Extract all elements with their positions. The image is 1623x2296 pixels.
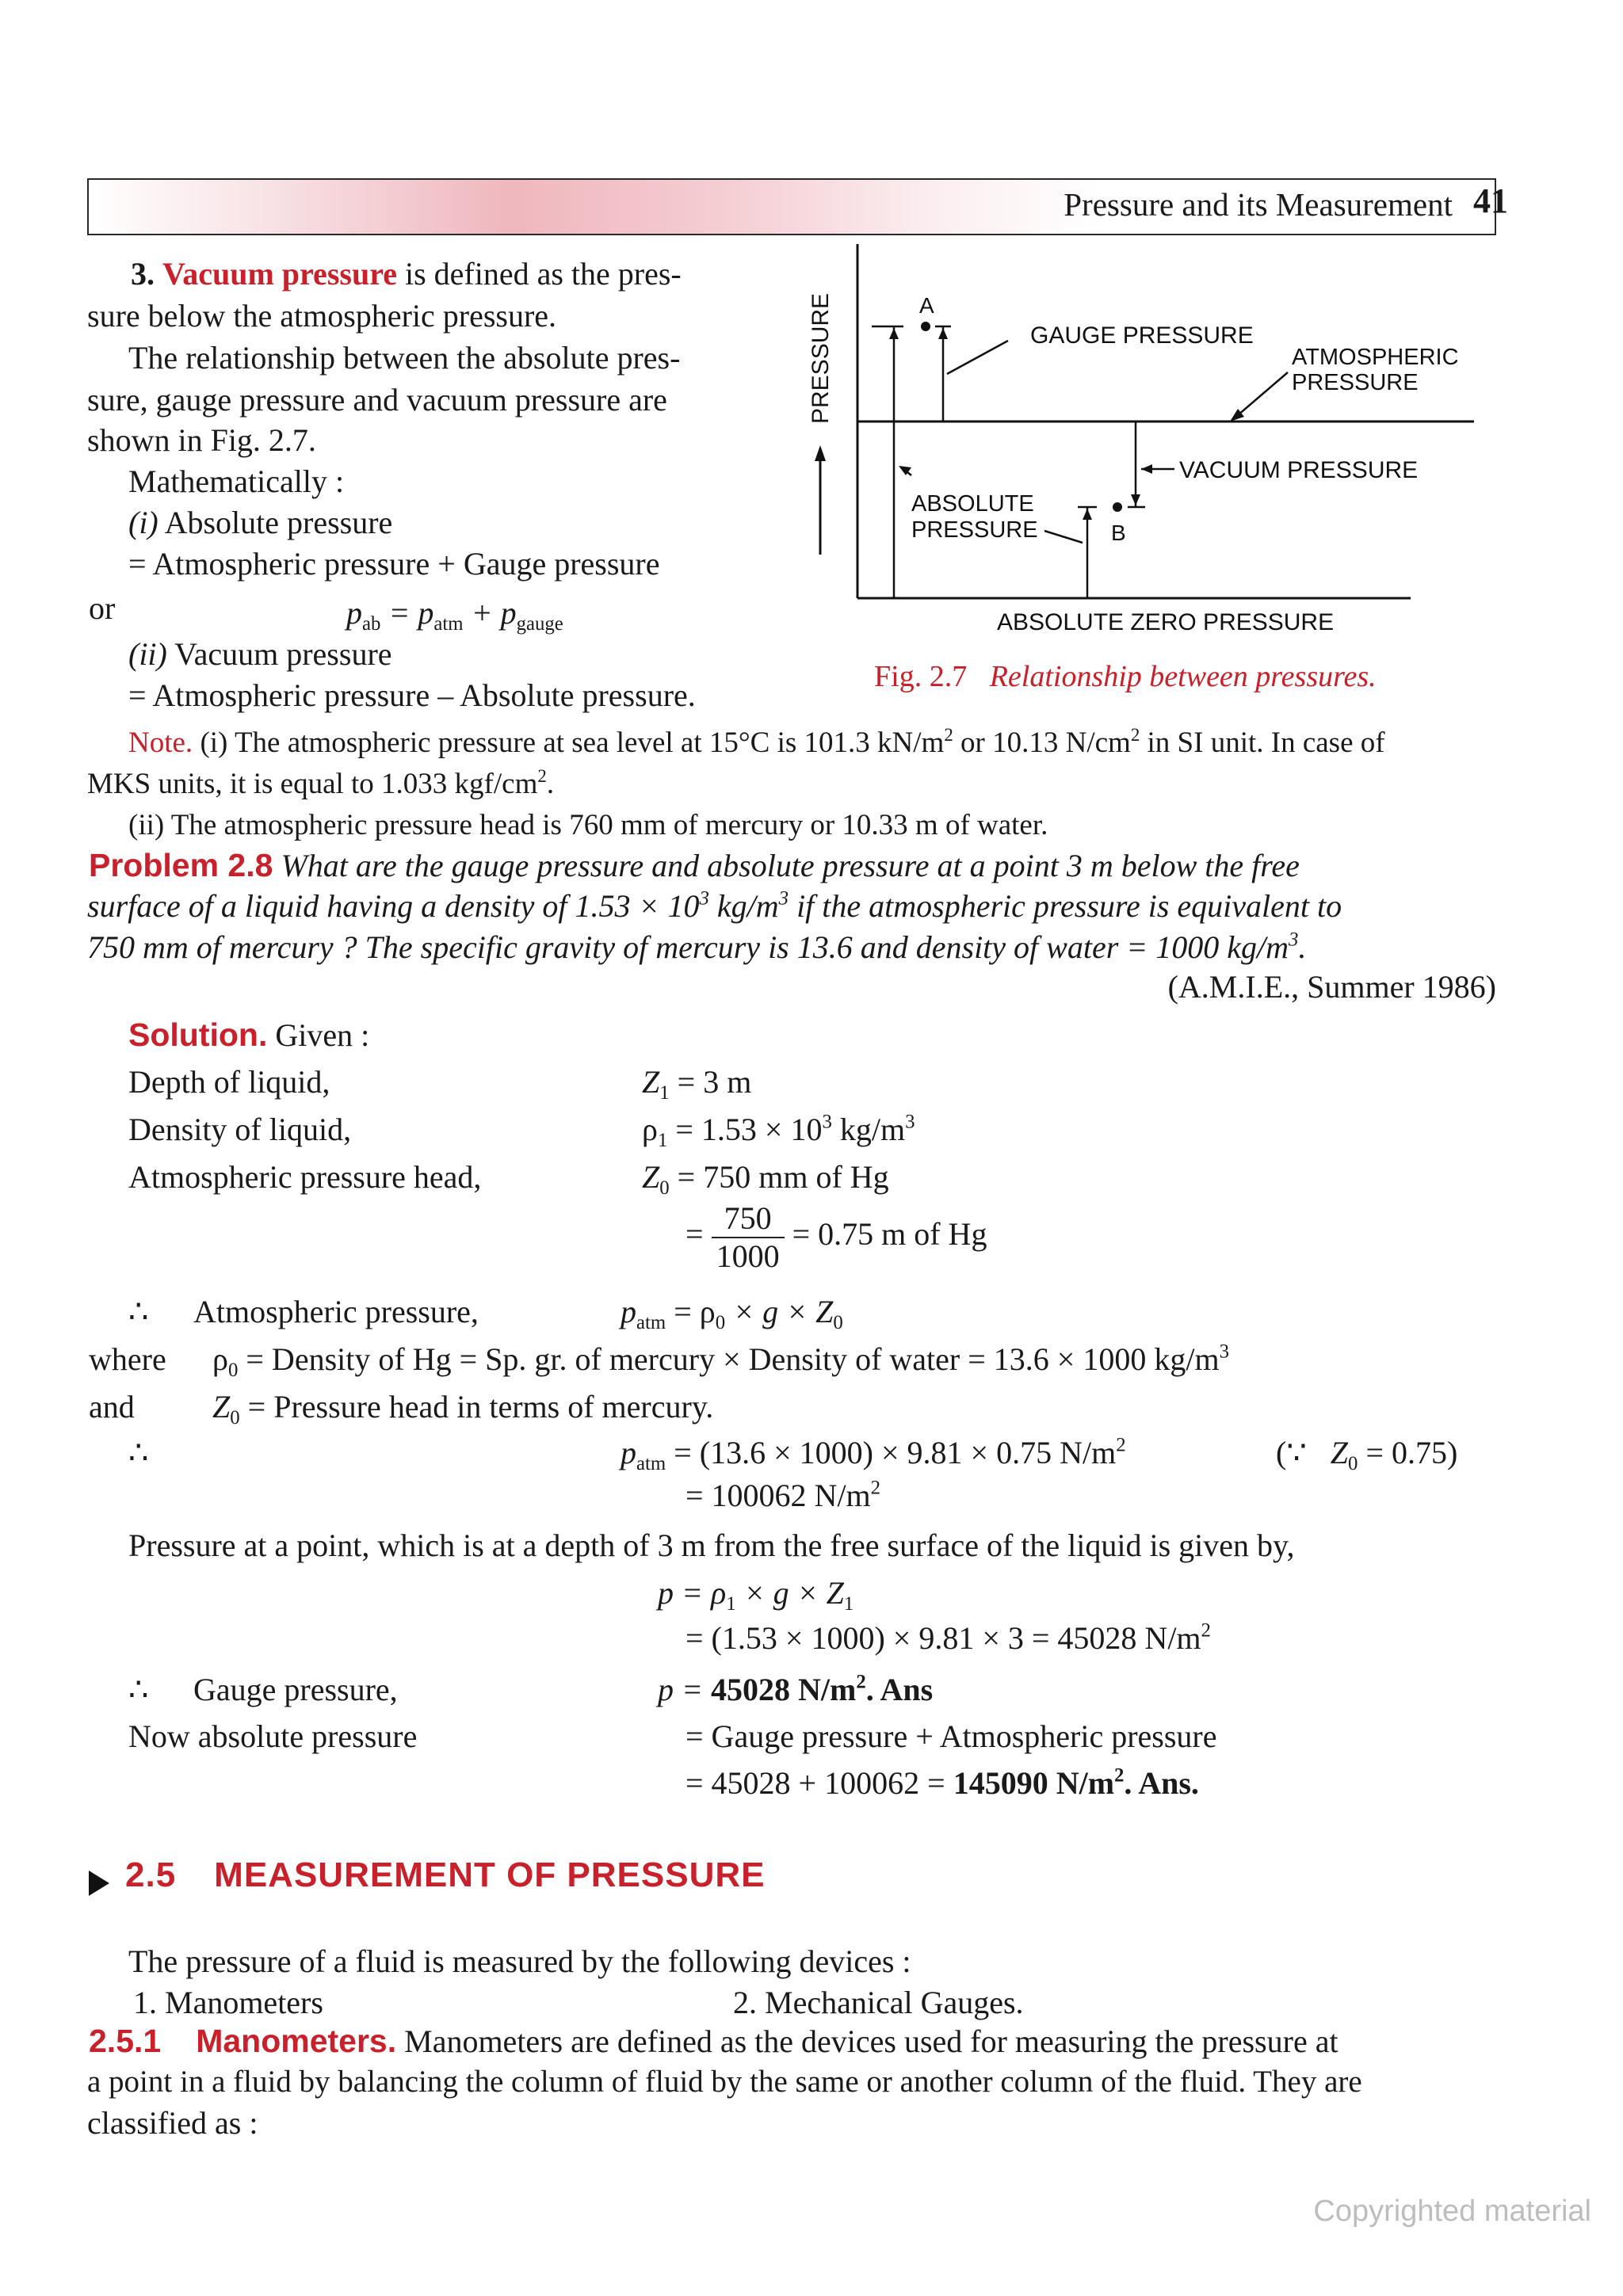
- subsection-line-3: classified as :: [87, 2105, 258, 2141]
- subsection-number: 2.5.1: [89, 2023, 162, 2059]
- and-label: and: [89, 1389, 135, 1425]
- absolute-pointer: [1044, 531, 1083, 543]
- subsection-line-2: a point in a fluid by balancing the column of fluid by the same or another column of the fluid. They are: [87, 2065, 1362, 2099]
- note-line-2: MKS units, it is equal to 1.033 kgf/$cm^2$.: [87, 765, 555, 800]
- problem-line-2: surface of a liquid having a density of $1.53 \times 10^3$ $kg/m^3$ if the atmospheric pressure is equivalent to: [87, 887, 1342, 924]
- caption-number: Fig. 2.7: [874, 660, 968, 693]
- vacuum-pressure-label: VACUUM PRESSURE: [1179, 457, 1419, 483]
- z0-definition: $Z_0$ = Pressure head in terms of mercury.: [212, 1389, 714, 1428]
- patm-calc: $p_{atm} = (13.6 \times 1000) \times 9.81 \times 0.75$ $N/m^2$: [621, 1434, 1126, 1474]
- absolute-pressure-eq-2: = 45028 + 100062 = 145090 $N/m^2$. Ans.: [685, 1764, 1199, 1801]
- where-label: where: [89, 1341, 166, 1377]
- gauge-pressure-result: p = 45028 $N/m^2$. Ans: [658, 1671, 934, 1707]
- intro-line-3: The relationship between the absolute pres-: [128, 340, 681, 376]
- patm-eq: $p_{atm} = \rho_0 \times g \times Z_0$: [621, 1294, 843, 1333]
- definition-text: is defined as the pres-: [404, 256, 682, 292]
- intro-line-1: [131, 254, 682, 294]
- axis-label-pressure: PRESSURE: [808, 292, 834, 424]
- depth-label: Depth of liquid,: [128, 1064, 330, 1100]
- head-label: Atmospheric pressure head,: [128, 1159, 482, 1195]
- head-eq: $Z_0 = 750$ mm of Hg: [642, 1159, 889, 1199]
- therefore-symbol-3: ∴: [128, 1672, 149, 1707]
- absolute-pressure-label: Now absolute pressure: [128, 1718, 418, 1754]
- abs-pressure-line: (i) Absolute pressure: [128, 505, 393, 540]
- caption-text: Relationship between pressures.: [989, 660, 1377, 693]
- gauge-pressure-label: GAUGE PRESSURE: [1030, 322, 1254, 349]
- atm-pressure-label: Atmospheric pressure,: [193, 1294, 479, 1329]
- depth-eq: $Z_1 = 3$ m: [642, 1064, 752, 1104]
- point-a-label: A: [919, 293, 934, 318]
- abs-pressure-formula: $p_{ab} = p_{atm} + p_{gauge}$: [346, 595, 563, 635]
- problem-label: Problem 2.8: [89, 847, 273, 883]
- abs-pressure-eq: = Atmospheric pressure + Gauge pressure: [128, 546, 660, 582]
- density-label: Density of liquid,: [128, 1112, 352, 1147]
- rho0-definition: $\rho_0$ = Density of Hg = Sp. gr. of mercury × Density of water = 13.6 × 1000 $kg/m^3$: [212, 1341, 1229, 1381]
- density-eq: $\rho_1 = 1.53 \times 10^3$ $kg/m^3$: [642, 1111, 915, 1151]
- term-vacuum-pressure: Vacuum pressure: [162, 256, 397, 292]
- because-note: (∵ $Z_0 = 0.75$): [1276, 1435, 1458, 1474]
- or-label: or: [89, 590, 116, 626]
- problem-line-1: [89, 845, 1300, 886]
- subsection-line-1: 2.5.1 Manometers. Manometers are defined as the devices used for measuring the pressure at: [89, 2023, 1338, 2059]
- point-a-dot: [921, 322, 930, 331]
- solution-label: Solution.: [128, 1016, 268, 1053]
- math-label: Mathematically :: [128, 463, 345, 499]
- intro-line-5: shown in Fig. 2.7.: [87, 422, 316, 458]
- note-line-1: Note. (i) The atmospheric pressure at sea level at 15°C is 101.3 $kN/m^2$ or 10.13 $N/cm^2$ in SI unit. In case of: [128, 724, 1385, 759]
- solution-heading: Solution. Given :: [128, 1016, 370, 1053]
- point-b-dot: [1113, 502, 1122, 512]
- page-number: 41: [1473, 181, 1508, 220]
- intro-line-2: sure below the atmospheric pressure.: [87, 298, 557, 334]
- patm-result: = 100062 $N/m^2$: [685, 1477, 881, 1513]
- problem-line-3: 750 mm of mercury ? The specific gravity of mercury is 13.6 and density of water = 1000 $kg/m^3$.: [87, 929, 1307, 965]
- copyright-notice: Copyrighted material: [1313, 2195, 1591, 2228]
- section-intro: The pressure of a fluid is measured by the following devices :: [128, 1943, 911, 1979]
- p-eq-1: $p = \rho_1 \times g \times Z_1$: [658, 1575, 854, 1615]
- device-item-2: 2. Mechanical Gauges.: [733, 1985, 1024, 2020]
- vacuum-pressure-line: (ii) Vacuum pressure: [128, 636, 392, 672]
- atmospheric-label-1: ATMOSPHERIC: [1292, 345, 1459, 370]
- absolute-label-2: PRESSURE: [911, 517, 1038, 543]
- absolute-zero-label: ABSOLUTE ZERO PRESSURE: [997, 609, 1335, 635]
- vacuum-pressure-eq: = Atmospheric pressure – Absolute pressure.: [128, 677, 696, 713]
- section-title: MEASUREMENT OF PRESSURE: [214, 1855, 766, 1894]
- pressure-at-point-text: Pressure at a point, which is at a depth of 3 m from the free surface of the liquid is given by,: [128, 1527, 1295, 1563]
- running-head: Pressure and its Measurement: [1064, 186, 1453, 223]
- section-arrow-icon: [89, 1871, 109, 1896]
- intro-line-4: sure, gauge pressure and vacuum pressure are: [87, 382, 667, 418]
- absolute-label-1: ABSOLUTE: [911, 491, 1034, 517]
- section-heading-2-5: [89, 1855, 765, 1896]
- figure-caption: [874, 658, 1377, 696]
- device-item-1: 1. Manometers: [133, 1985, 323, 2020]
- problem-text: What are the gauge pressure and absolute pressure at a point 3 m below the free: [281, 848, 1300, 883]
- figure-2-7: [792, 238, 1498, 650]
- absolute-pressure-eq-1: = Gauge pressure + Atmospheric pressure: [685, 1718, 1217, 1754]
- p-eq-2: = (1.53 × 1000) × 9.81 × 3 = 45028 $N/m^2$: [685, 1619, 1211, 1656]
- head-fraction: = $\frac{750}{1000}$ = 0.75 m of Hg: [685, 1200, 987, 1274]
- section-number: 2.5: [125, 1855, 177, 1894]
- note-line-3: (ii) The atmospheric pressure head is 760 mm of mercury or 10.33 m of water.: [128, 809, 1048, 841]
- atmospheric-label-2: PRESSURE: [1292, 370, 1419, 395]
- axis-arrow-head: [815, 445, 826, 461]
- gauge-pressure-label: Gauge pressure,: [193, 1672, 398, 1707]
- gauge-pointer: [947, 341, 1008, 374]
- subsection-title: Manometers.: [196, 2023, 397, 2059]
- problem-source: (A.M.I.E., Summer 1986): [1167, 969, 1496, 1005]
- item-number: 3.: [131, 256, 155, 292]
- note-label: Note.: [128, 727, 193, 759]
- pressure-diagram: [792, 238, 1498, 650]
- fraction: $\frac{750}{1000}$: [712, 1200, 785, 1275]
- therefore-symbol-1: ∴: [128, 1294, 149, 1329]
- therefore-symbol-2: ∴: [128, 1435, 149, 1470]
- point-b-label: B: [1111, 521, 1126, 545]
